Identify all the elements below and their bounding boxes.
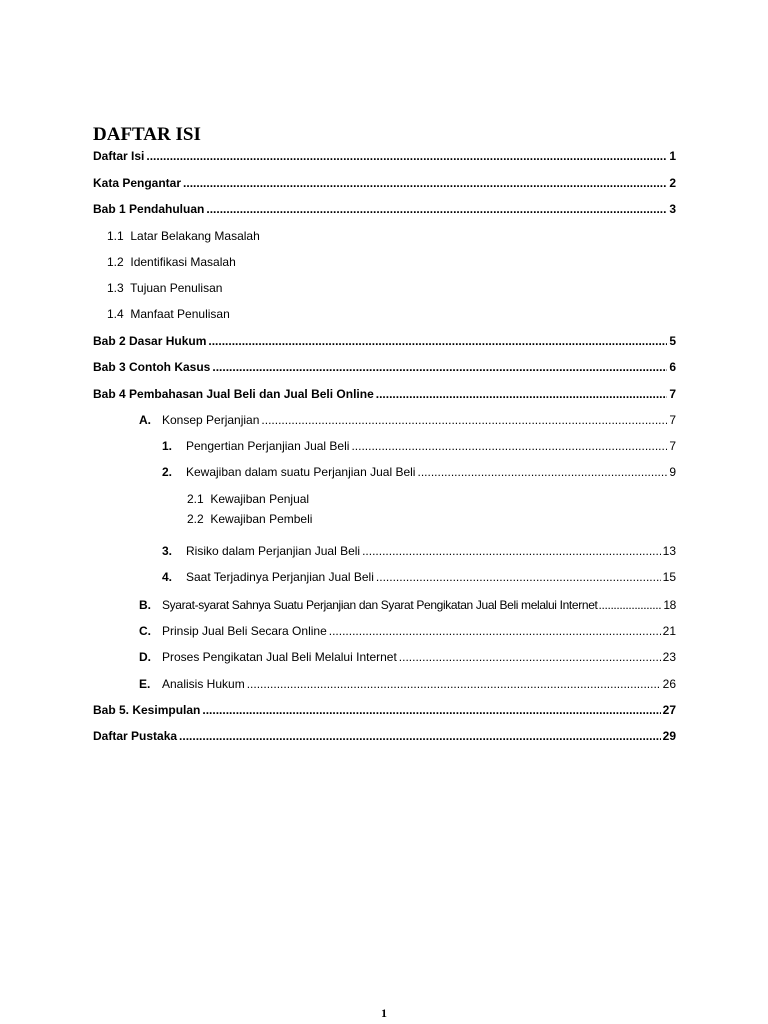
- toc-subentry-number: 1.1: [107, 229, 124, 243]
- toc-entry-bab-4-a-2: [162, 464, 676, 480]
- toc-entry-bab-4-a-4: [162, 569, 676, 585]
- toc-entry-bab-5: [93, 702, 676, 718]
- page-title: DAFTAR ISI: [93, 124, 201, 145]
- toc-subentry: [107, 280, 222, 296]
- toc-entry-label: Bab 4 Pembahasan Jual Beli dan Jual Beli Online: [93, 387, 374, 401]
- toc-entry-page: 13: [662, 544, 676, 558]
- toc-entry-label: Prinsip Jual Beli Secara Online: [162, 624, 327, 638]
- toc-subentry-label: Kewajiban Pembeli: [210, 512, 313, 526]
- toc-subentry: [107, 228, 260, 244]
- dot-leader: [599, 597, 663, 613]
- toc-entry-page: 7: [669, 387, 676, 401]
- page-number: 1: [381, 1006, 387, 1020]
- toc-entry-page: 1: [669, 149, 676, 163]
- dot-leader: [399, 649, 661, 665]
- toc-subentry: [107, 306, 230, 322]
- toc-entry-bab-4-d: [139, 649, 676, 665]
- dot-leader: [146, 148, 667, 164]
- toc-entry-bab-4-c: [139, 623, 676, 639]
- toc-entry-page: 26: [662, 677, 676, 691]
- toc-entry-marker: E.: [139, 677, 151, 691]
- toc-entry-marker: B.: [139, 598, 151, 612]
- dot-leader: [183, 175, 667, 191]
- toc-entry-kata-pengantar: [93, 175, 676, 191]
- toc-subentry-number: 1.3: [107, 281, 124, 295]
- toc-entry-page: 9: [669, 465, 676, 479]
- toc-entry-marker: 4.: [162, 570, 173, 584]
- toc-entry-page: 29: [662, 729, 676, 743]
- toc-subentry-label: Kewajiban Penjual: [210, 492, 310, 506]
- toc-entry-label: Proses Pengikatan Jual Beli Melalui Internet: [162, 650, 397, 664]
- dot-leader: [351, 438, 667, 454]
- toc-entry-marker: 1.: [162, 439, 173, 453]
- toc-entry-daftar-isi: [93, 148, 676, 164]
- toc-entry-page: 3: [669, 202, 676, 216]
- toc-entry-page: 27: [662, 703, 676, 717]
- toc-entry-label: Kata Pengantar: [93, 176, 182, 190]
- toc-entry-label: Daftar Isi: [93, 149, 145, 163]
- toc-entry-bab-4-b: [139, 597, 676, 613]
- toc-entry-bab-2: [93, 333, 676, 349]
- toc-entry-bab-4-a-1: [162, 438, 676, 454]
- toc-subentry-number: 2.1: [187, 492, 204, 506]
- toc-entry-label: Bab 2 Dasar Hukum: [93, 334, 207, 348]
- toc-entry-marker: C.: [139, 624, 151, 638]
- toc-entry-label: Risiko dalam Perjanjian Jual Beli: [186, 544, 361, 558]
- dot-leader: [261, 412, 667, 428]
- toc-subentry-label: Latar Belakang Masalah: [130, 229, 260, 243]
- toc-subentry-label: Manfaat Penulisan: [130, 307, 230, 321]
- toc-subentry: [187, 491, 309, 507]
- dot-leader: [329, 623, 661, 639]
- dot-leader: [417, 464, 667, 480]
- toc-entry-label: Saat Terjadinya Perjanjian Jual Beli: [186, 570, 374, 584]
- toc-entry-label: Daftar Pustaka: [93, 729, 178, 743]
- dot-leader: [362, 543, 661, 559]
- toc-subentry-number: 1.4: [107, 307, 124, 321]
- toc-entry-label: Pengertian Perjanjian Jual Beli: [186, 439, 350, 453]
- dot-leader: [376, 569, 661, 585]
- toc-entry-page: 7: [669, 413, 676, 427]
- dot-leader: [179, 728, 661, 744]
- toc-entry-label: Konsep Perjanjian: [162, 413, 260, 427]
- toc-entry-bab-1: [93, 201, 676, 217]
- dot-leader: [212, 359, 667, 375]
- toc-entry-label: Syarat-syarat Sahnya Suatu Perjanjian dan Syarat Pengikatan Jual Beli melalui Internet: [162, 598, 598, 612]
- toc-subentry-number: 1.2: [107, 255, 124, 269]
- toc-entry-page: 18: [663, 598, 676, 612]
- toc-entry-page: 6: [669, 360, 676, 374]
- toc-entry-marker: A.: [139, 413, 151, 427]
- dot-leader: [208, 333, 667, 349]
- toc-entry-bab-4-e: [139, 676, 676, 692]
- toc-entry-bab-3: [93, 359, 676, 375]
- dot-leader: [206, 201, 667, 217]
- toc-entry-page: 21: [662, 624, 676, 638]
- toc-entry-label: Kewajiban dalam suatu Perjanjian Jual Beli: [186, 465, 416, 479]
- toc-entry-bab-4: [93, 386, 676, 402]
- dot-leader: [376, 386, 668, 402]
- toc-entry-marker: 2.: [162, 465, 173, 479]
- toc-entry-label: Bab 3 Contoh Kasus: [93, 360, 211, 374]
- toc-entry-page: 5: [669, 334, 676, 348]
- toc-entry-marker: D.: [139, 650, 151, 664]
- toc-entry-label: Bab 5. Kesimpulan: [93, 703, 201, 717]
- toc-entry-bab-4-a-3: [162, 543, 676, 559]
- toc-entry-label: Analisis Hukum: [162, 677, 245, 691]
- toc-entry-page: 7: [669, 439, 676, 453]
- toc-entry-page: 15: [662, 570, 676, 584]
- toc-entry-daftar-pustaka: [93, 728, 676, 744]
- toc-subentry-number: 2.2: [187, 512, 204, 526]
- toc-entry-bab-4-a: [139, 412, 676, 428]
- dot-leader: [202, 702, 660, 718]
- toc-subentry-label: Identifikasi Masalah: [130, 255, 236, 269]
- dot-leader: [247, 676, 661, 692]
- toc-entry-page: 2: [669, 176, 676, 190]
- toc-entry-page: 23: [662, 650, 676, 664]
- toc-subentry: [187, 511, 312, 527]
- toc-subentry: [107, 254, 236, 270]
- toc-entry-label: Bab 1 Pendahuluan: [93, 202, 205, 216]
- toc-entry-marker: 3.: [162, 544, 173, 558]
- toc-subentry-label: Tujuan Penulisan: [130, 281, 223, 295]
